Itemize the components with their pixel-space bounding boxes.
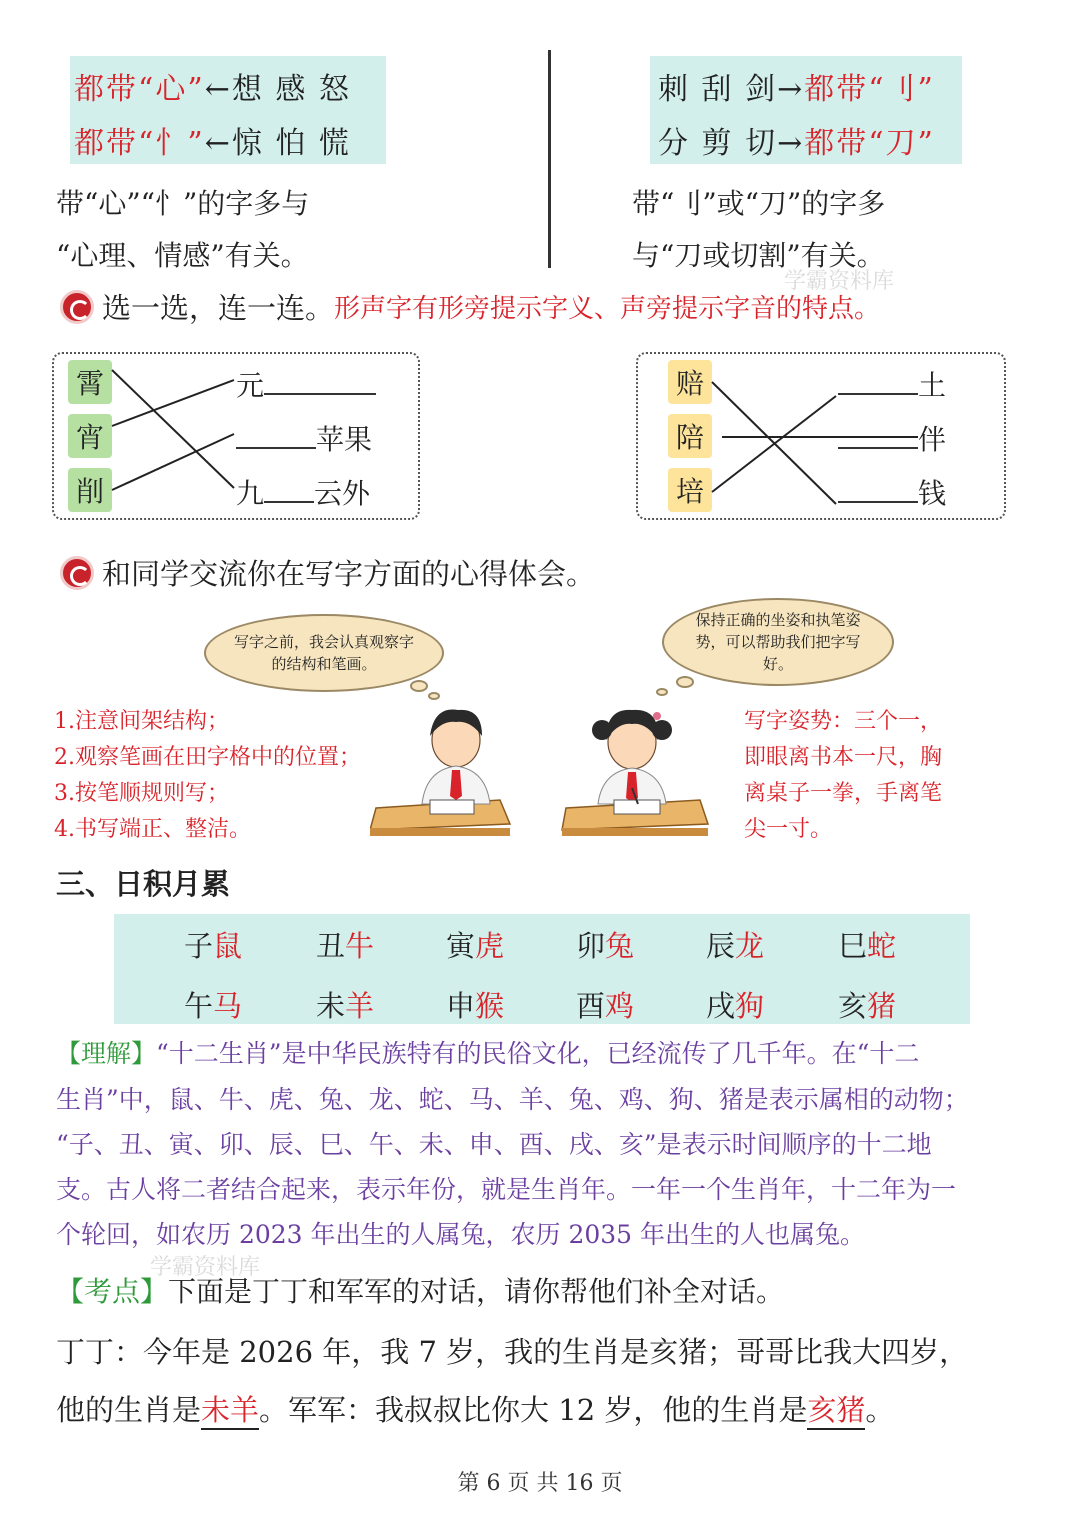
earthly-branch: 寅	[446, 929, 476, 963]
zodiac-cell	[838, 924, 896, 965]
match-word-cloud: 九 云外	[236, 477, 371, 510]
tip-item: 3.按笔顺规则写；	[54, 781, 229, 806]
zodiac-cell	[706, 984, 764, 1025]
understand-line-2: 生肖”中，鼠、牛、虎、兔、龙、蛇、马、羊、兔、鸡、狗、猪是表示属相的动物；	[56, 1085, 969, 1114]
exam-line: 【考点】下面是丁丁和军军的对话，请你帮他们补全对话。	[56, 1275, 785, 1308]
earthly-branch: 酉	[576, 989, 606, 1023]
writing-tips-right	[744, 704, 942, 848]
radical-line-xinpang: 都带“忄”←惊 怕 慌	[74, 126, 351, 161]
zodiac-cell	[576, 924, 634, 965]
speech-bubble-girl: 保持正确的坐姿和执笔姿势，可以帮助我们把字写好。	[662, 598, 894, 686]
zodiac-animal: 蛇	[867, 929, 897, 963]
writing-tips-left	[54, 704, 361, 848]
page-footer: 第 6 页 共 16 页	[457, 1471, 623, 1496]
answer-blank-1[interactable]: 未羊	[201, 1393, 259, 1430]
section-match-title: 选一选，连一连。 形声字有形旁提示字义、声旁提示字音的特点。	[60, 286, 880, 327]
earthly-branch: 未	[316, 989, 346, 1023]
tip-item: 离桌子一拳，手离笔	[744, 781, 943, 806]
earthly-branch: 子	[184, 929, 214, 963]
zodiac-cell	[576, 984, 634, 1025]
understand-line-3: “子、丑、寅、卯、辰、巳、午、未、申、酉、戌、亥”是表示时间顺序的十二地	[56, 1130, 932, 1159]
earthly-branch: 午	[184, 989, 214, 1023]
zodiac-cell	[838, 984, 896, 1025]
bubble-tail	[428, 692, 440, 700]
earthly-branch: 卯	[576, 929, 606, 963]
match-word-apple: 苹果	[236, 418, 372, 458]
watermark-top: 学霸资料库	[784, 269, 895, 294]
dialog-line-2: 他的生肖是未羊。军军：我叔叔比你大 12 岁，他的生肖是亥猪。	[56, 1388, 894, 1429]
tip-item: 写字姿势：三个一，	[744, 709, 943, 734]
right-note-1: 带“刂”或“刀”的字多	[632, 187, 886, 220]
tile-pei-compensate: 赔	[668, 360, 712, 404]
match-word-tu: 土	[838, 364, 946, 404]
zodiac-animal: 龙	[735, 929, 765, 963]
tile-xiao-night: 宵	[68, 414, 112, 458]
zodiac-cell	[446, 984, 504, 1025]
zodiac-cell	[316, 984, 374, 1025]
tile-xiao-sky: 霄	[68, 360, 112, 404]
zodiac-cell	[706, 924, 764, 965]
zodiac-cell	[316, 924, 374, 965]
students-writing-illustration	[370, 700, 720, 850]
answer-blank-2[interactable]: 亥猪	[807, 1393, 865, 1430]
zodiac-animal: 鼠	[213, 929, 243, 963]
bubble-tail	[410, 680, 428, 692]
match-word-qian: 钱	[838, 472, 946, 512]
earthly-branch: 巳	[838, 929, 868, 963]
tile-pei-accompany: 陪	[668, 414, 712, 458]
left-note-2: “心理、情感”有关。	[56, 239, 309, 272]
left-note-1: 带“心”“忄”的字多与	[56, 187, 310, 220]
radical-line-dao: 分 剪 切→都带“刀”	[658, 126, 935, 161]
understand-line-4: 支。古人将二者结合起来，表示年份，就是生肖年。一年一个生肖年，十二年为一	[56, 1175, 957, 1204]
zodiac-animal: 狗	[735, 989, 765, 1023]
radical-line-xin: 都带“心”←想 感 怒	[74, 72, 351, 107]
watermark-mid: 学霸资料库	[150, 1255, 261, 1280]
zodiac-cell	[184, 924, 242, 965]
bubble-tail	[656, 688, 668, 696]
zodiac-animal: 羊	[345, 989, 375, 1023]
zodiac-animal: 虎	[475, 929, 505, 963]
earthly-branch: 丑	[316, 929, 346, 963]
dialog-line-1: 丁丁：今年是 2026 年，我 7 岁，我的生肖是亥猪；哥哥比我大四岁，	[56, 1335, 969, 1369]
zodiac-cell	[446, 924, 504, 965]
zodiac-animal: 兔	[605, 929, 635, 963]
section-zodiac-title: 三、日积月累	[56, 867, 231, 901]
understand-line-1: 【理解】“十二生肖”是中华民族特有的民俗文化，已经流传了几千年。在“十二	[56, 1039, 920, 1068]
zodiac-animal: 牛	[345, 929, 375, 963]
earthly-branch: 亥	[838, 989, 868, 1023]
line-pei-cultivate	[712, 396, 836, 492]
zodiac-animal: 马	[213, 989, 243, 1023]
right-note-2: 与“刀或切割”有关。	[632, 239, 885, 272]
tile-pei-cultivate: 培	[668, 468, 712, 512]
section-badge-icon	[60, 556, 94, 590]
earthly-branch: 申	[446, 989, 476, 1023]
understand-line-5: 个轮回，如农历 2023 年出生的人属兔，农历 2035 年出生的人也属兔。	[56, 1220, 866, 1249]
speech-bubble-boy: 写字之前，我会认真观察字的结构和笔画。	[204, 614, 444, 692]
zodiac-animal: 猪	[867, 989, 897, 1023]
tip-item: 即眼离书本一尺，胸	[744, 745, 943, 770]
radical-line-dao-side: 刺 刮 剑→都带“刂”	[658, 72, 935, 107]
zodiac-animal: 猴	[475, 989, 505, 1023]
match-word-ban: 伴	[838, 418, 946, 458]
zodiac-animal: 鸡	[605, 989, 635, 1023]
earthly-branch: 戌	[706, 989, 736, 1023]
bubble-tail	[676, 676, 694, 688]
tip-item: 1.注意间架结构；	[54, 709, 229, 734]
match-word-yuan: 元	[236, 364, 376, 404]
tip-item: 2.观察笔画在田字格中的位置；	[54, 745, 361, 770]
tip-item: 尖一寸。	[744, 817, 833, 842]
tile-xiao-cut: 削	[68, 468, 112, 512]
zodiac-cell	[184, 984, 242, 1025]
tip-item: 4.书写端正、整洁。	[54, 817, 251, 842]
earthly-branch: 辰	[706, 929, 736, 963]
section-writing-title: 和同学交流你在写字方面的心得体会。	[60, 552, 595, 593]
